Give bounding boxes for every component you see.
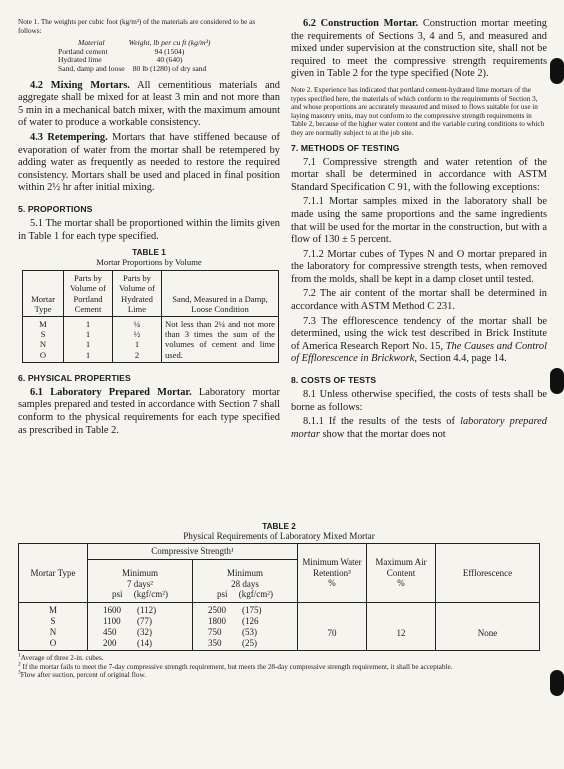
section-5-1: 5.1 The mortar shall be proportioned within the limits given in Table 1 for each type specified. [18,217,280,242]
section-8-1-1-text: 8.1.1 If the results of the tests of [303,416,461,428]
table-2-water-label: Minimum Water Retention³ [302,556,362,578]
section-7-3-text-end: , Section 4.4, page 14. [414,353,507,365]
table-1-cell: 1 [134,339,140,350]
section-6-1-body: Laboratory mortar samples prepared and tested in accordance with Section 7 shall conform to the physical requirements for each type specified as prescribed in Table 2. [18,386,280,436]
table-2 [18,543,540,651]
left-column [18,18,280,437]
weights-cell: 80 lb (1280) of dry sand [132,63,207,73]
table-1-types [23,316,64,362]
table-2-cell: (126 [242,615,259,626]
table-2-row-7day [91,638,189,649]
table-2-cell: N [49,626,57,637]
table-2-header-7day [88,559,193,602]
table-2-psi-label: psi [217,589,228,600]
table-2-cell: (53) [242,626,257,637]
section-4-3-title: 4.3 Retempering. [30,131,108,143]
section-8-1-1 [291,416,547,441]
table-2-kgf-label: (kgf/cm²) [133,589,168,600]
table-1-cell: S [40,329,46,340]
table-2-header-28day [193,559,298,602]
section-8-1-1-italic: laboratory prepared mortar [291,416,547,440]
section-6-1-title: 6.1 Laboratory Prepared Mortar. [30,386,192,398]
table-2-psi-label: psi [112,589,123,600]
table-2-cell: S [50,615,56,626]
table-2-cell: (25) [242,637,257,648]
table-2-7day-values [88,603,193,651]
table-2-cell: 1600 [103,605,121,616]
table-2-air-unit: % [397,578,405,589]
table-1-cell: 1 [85,318,91,329]
section-4-2-title: 4.2 Mixing Mortars. [30,79,130,91]
table-2-cell: 450 [103,626,117,637]
table-1-title: Mortar Proportions by Volume [96,257,202,268]
weights-cell: 40 (640) [156,55,183,65]
table-2-row-7day [91,605,189,616]
table-1-cell: 1 [85,339,91,350]
table-1-header: Mortar Type [23,271,64,317]
table-1-lime [113,316,162,362]
table-2-water-unit: % [328,578,336,589]
note-2: Note 2. Experience has indicated that portland cement-hydrated lime mortars of the types specified here, the materials of which conform to the requirements of Section 3, and whose proportions are accurately measured and mixed to flows suitable for use in laying masonry units, may not conform to the compressive strength requirements in Table 2, because of the higher water content and the variable curing conditions to which they are normally subject to at the job site. [291,85,545,137]
footnote-3-text: Flow after suction, percent of original flow. [20,671,147,680]
table-2-header-water [298,544,367,603]
table-1-cement [64,316,113,362]
table-2-cell: 2500 [208,605,226,616]
table-2-cell: 200 [103,637,117,648]
table-2-28day-min: Minimum [226,567,263,578]
table-2-header-compressive: Compressive Strength¹ [88,544,298,560]
heading-costs-of-tests: 8. COSTS OF TESTS [291,375,377,386]
table-1-cell: ½ [133,329,141,340]
table-2-row-28day [196,638,294,649]
section-6-1 [18,387,280,437]
table-1-header: Parts by Volume of Hydrated Lime [113,271,162,317]
footnote-3: $^3$Flow after suction, percent of original flow. [18,669,147,680]
section-4-2-body: All cementitious materials and aggregate shall be mixed for at least 3 min and not more than 5 min in a mechanical batch mixer, with the maximum amount of water to produce a workable consistency. [18,79,280,129]
table-2-28day-units [196,589,294,600]
table-1 [22,270,279,363]
table-2-7day-label: 7 days² [127,578,153,589]
table-2-efflorescence-value: None [436,603,540,651]
footnote-2: $^2$ If the mortar fails to meet the 7-day compressive strength requirement, but meets the 28-day compressive strength requirement, it shall be acceptable. [18,661,453,671]
table-2-footnotes [18,654,540,679]
table-2-label: TABLE 2 [262,522,296,531]
table-2-cell: M [48,605,57,616]
section-6-2-body: Construction mortar meeting the requirements of Sections 3, 4 and 5, and measured and mixed under supervision at the construction site, shall not be required to meet the compressive strength requirements given in Table 2 for the type specified (Note 2). [291,18,548,80]
heading-physical-properties: 6. PHYSICAL PROPERTIES [18,372,131,383]
table-2-cell: 750 [208,626,222,637]
section-8-1-1-text-end: show that the mortar does not [319,428,446,440]
table-2-7day-min: Minimum [121,567,158,578]
binder-hole [550,670,564,696]
table-2-cell: 1800 [208,615,226,626]
table-2-header-efflorescence: Efflorescence [436,544,540,603]
table-2-row-7day [91,616,189,627]
weights-header-weight: Weight, lb per cu ft (kg/m³) [128,38,211,48]
section-7-3 [291,316,547,366]
table-2-row-7day [91,627,189,638]
section-7-3-text: 7.3 The efflorescence tendency of the mortar shall be determined, using the wick test described in Brick Institute of America Research Report No. 15, [291,315,547,352]
table-2-row-28day [196,605,294,616]
table-1-cell: 1 [85,329,91,340]
table-2-cell: O [49,637,57,648]
table-2-cell: (175) [242,605,262,616]
section-7-1-1: 7.1.1 Mortar samples mixed in the laboratory shall be made using the same proportions and the same ingredients that will be used for the mortar in the construction, but with a flow of 130 ± 5 percent. [291,196,547,246]
weights-header-material: Material [78,38,105,48]
section-7-1: 7.1 Compressive strength and water retention of the mortar shall be determined in accordance with ASTM Standard Specification C 91, with the following exceptions: [291,156,547,193]
section-6-2 [291,18,547,81]
section-7-1-2: 7.1.2 Mortar cubes of Types N and O mortar prepared in the laboratory for compressive strength tests, when removed from the molds, shall be kept in a damp closet until tested. [291,248,547,285]
table-1-sand: Not less than 2¼ and not more than 3 times the sum of the volumes of cement and lime used. [162,316,279,362]
footnote-1: $^1$Average of three 2-in. cubes. [18,652,104,663]
table-1-cell: ¼ [133,318,141,329]
table-2-7day-units [91,589,189,600]
weights-cell: Portland cement [58,46,108,56]
table-1-header: Parts by Volume of Portland Cement [64,271,113,317]
section-8-1: 8.1 Unless otherwise specified, the costs of tests shall be borne as follows: [291,389,547,413]
table-2-water-value: 70 [298,603,367,651]
weights-table [58,39,214,73]
table-1-cell: N [39,339,47,350]
section-7-2: 7.2 The air content of the mortar shall be determined in accordance with ASTM Method C 231. [291,288,547,313]
weights-cell: Hydrated lime [58,55,102,65]
table-2-cell: (112) [137,605,157,616]
section-4-3 [18,132,280,195]
table-2-cell: (77) [137,615,152,626]
heading-proportions: 5. PROPORTIONS [18,203,93,214]
note-1-text: Note 1. The weights per cubic foot (kg/m³) of the materials are considered to be as follows: [18,18,256,35]
table-2-header-type: Mortar Type [19,544,88,603]
table-2-cell: 1100 [103,615,121,626]
table-2-types [19,603,88,651]
weights-cell: 94 (1504) [154,46,185,56]
table-2-cell: (14) [137,637,152,648]
table-1-cell: M [39,318,47,329]
heading-methods-of-testing: 7. METHODS OF TESTING [291,142,400,153]
table-2-block [18,522,540,680]
section-4-3-body: Mortars that have stiffened because of evaporation of water from the mortar shall be retempered by adding water as frequently as needed to restore the required consistency. Mortars shall be used and placed in final position within 2½ hr after initial mixing. [18,131,280,194]
table-2-cell: (32) [137,626,152,637]
weights-cell: Sand, damp and loose [58,63,125,73]
section-4-2 [18,80,280,130]
table-2-row-28day [196,627,294,638]
table-2-air-value: 12 [367,603,436,651]
footnote-2-text: If the mortar fails to meet the 7-day compressive strength requirement, but meets the 28-day compressive strength requirement, it shall be acceptable. [22,662,453,671]
section-6-2-title: 6.2 Construction Mortar. [303,18,419,29]
footnote-1-text: Average of three 2-in. cubes. [20,654,104,663]
table-2-header-air [367,544,436,603]
table-1-label: TABLE 1 [132,248,166,258]
binder-hole [550,58,564,84]
table-2-row-28day [196,616,294,627]
table-1-cell: O [39,349,47,360]
binder-hole [550,368,564,394]
table-1-cell: 1 [85,349,91,360]
table-2-28day-label: 28 days [231,578,259,589]
table-2-cell: 350 [208,637,222,648]
right-column [291,18,547,441]
table-2-28day-values [193,603,298,651]
table-2-title: Physical Requirements of Laboratory Mixed Mortar [183,531,375,541]
table-2-kgf-label: (kgf/cm²) [238,589,273,600]
table-1-cell: 2 [134,349,140,360]
table-1-header: Sand, Measured in a Damp, Loose Condition [162,271,279,317]
section-7-3-report-title: The Causes and Control of Efflorescence in Brickwork [291,340,547,365]
table-2-air-label: Maximum Air Content [375,556,427,578]
